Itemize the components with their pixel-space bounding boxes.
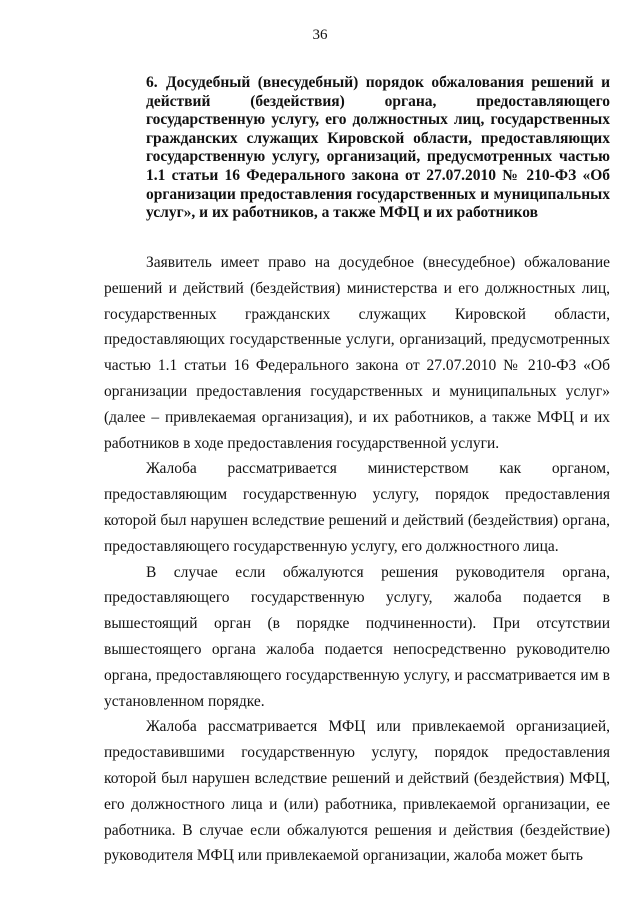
- page-number: 36: [312, 27, 328, 43]
- section-title: Досудебный (внесудебный) порядок обжалования решений и действий (бездействия) органа, предоставляющего государственную услугу, его должностных лиц, государственных гражданских служащих Кировской области, предоставляющих государственную услугу, организаций, предусмотренных частью 1.1 статьи 16 Федерального закона от 27.07.2010 № 210-ФЗ «Об организации предоставления государственных и муниципальных услуг», и их работников, а также МФЦ и их работников: [146, 74, 610, 222]
- section-heading: [146, 74, 610, 223]
- section-number: 6.: [146, 74, 158, 91]
- paragraph-2: Жалоба рассматривается министерством как органом, предоставляющим государственную услугу, порядок предоставления которой был нарушен вследствие решений и действий (бездействия) органа, предоставляющего государственную услугу, его должностного лица.: [104, 460, 610, 555]
- paragraph-3: В случае если обжалуются решения руководителя органа, предоставляющего государственную услугу, жалоба подается в вышестоящий орган (в порядке подчиненности). При отсутствии вышестоящего органа жалоба подается непосредственно руководителю органа, предоставляющего государственную услугу, и рассматривается им в установленном порядке.: [104, 563, 610, 710]
- body-text: [104, 250, 610, 869]
- paragraph-1: Заявитель имеет право на досудебное (внесудебное) обжалование решений и действий (бездействия) министерства и его должностных лиц, государственных гражданских служащих Кировской области, предоставляющих государственные услуги, организаций, предусмотренных частью 1.1 статьи 16 Федерального закона от 27.07.2010 № 210-ФЗ «Об организации предоставления государственных и муниципальных услуг» (далее – привлекаемая организация), и их работников, а также МФЦ и их работников в ходе предоставления государственной услуги.: [104, 254, 610, 452]
- paragraph-4: Жалоба рассматривается МФЦ или привлекаемой организацией, предоставившими государственную услугу, порядок предоставления которой был нарушен вследствие решений и действий (бездействия) МФЦ, его должностного лица и (или) работника, привлекаемой организации, ее работника. В случае если обжалуются решения и действия (бездействие) руководителя МФЦ или привлекаемой организации, жалоба может быть: [104, 718, 610, 865]
